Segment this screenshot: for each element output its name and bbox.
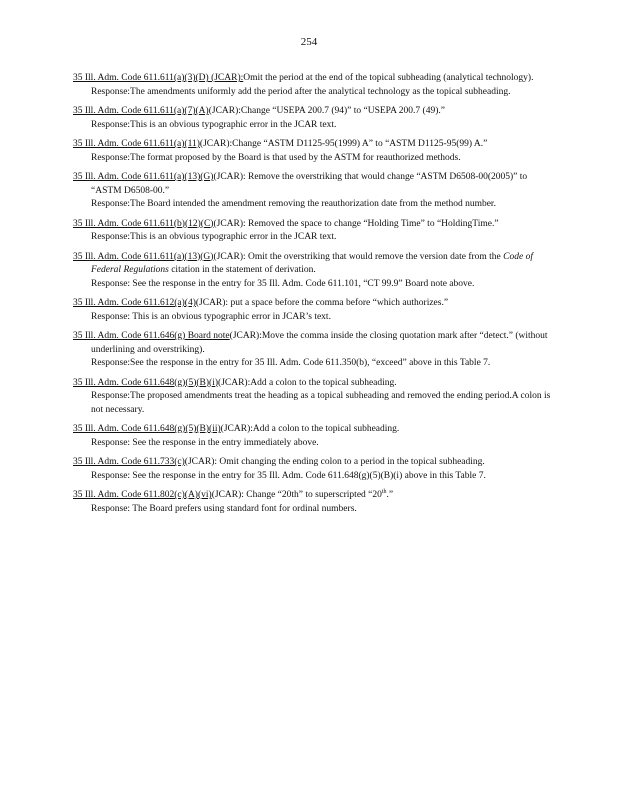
entry-heading (73, 377, 553, 391)
entry-heading (73, 423, 553, 437)
entry-comment: (JCAR): Removed the space to change “Holding Time” to “HoldingTime.” (213, 218, 499, 229)
entry-comment: (JCAR):Change “ASTM D1125-95(1999) A” to “ASTM D1125-95(99) A.” (199, 139, 488, 149)
entry-heading (73, 297, 553, 311)
entry-heading (73, 105, 553, 119)
superscript-suffix: th (381, 488, 387, 495)
entry-response: Response: See the response in the entry immediately above. (91, 437, 319, 448)
table-entry (73, 171, 553, 212)
table-entry (73, 72, 553, 99)
entry-heading (73, 251, 553, 278)
entry-response: Response:This is an obvious typographic error in the JCAR text. (91, 119, 337, 130)
entry-citation: 35 Ill. Adm. Code 611.802(c)(A)(vi) (73, 490, 212, 500)
table-entry (73, 251, 553, 292)
entry-citation: 35 Ill. Adm. Code 611.648(g)(5)(B)(i) (73, 377, 219, 388)
cfr-title: Code of Federal Regulations (91, 251, 533, 275)
entry-heading (73, 72, 553, 86)
entry-response: Response:The amendments uniformly add the period after the analytical technology as the topical subheading. (91, 86, 511, 97)
entry-citation: 35 Ill. Adm. Code 611.611(a)(7)(A) (73, 106, 209, 116)
table-entry (73, 105, 553, 132)
entry-citation: 35 Ill. Adm. Code 611.733(c) (73, 457, 185, 467)
entry-response: Response: The Board prefers using standard font for ordinal numbers. (91, 503, 357, 514)
table-entry (73, 138, 553, 165)
entry-comment: (JCAR): put a space before the comma before “which authorizes.” (195, 298, 449, 308)
entry-response: Response:This is an obvious typographic error in the JCAR text. (91, 232, 337, 242)
entry-heading (73, 218, 553, 232)
page-number: 254 (300, 36, 318, 48)
entry-comment-end: citation in the statement of derivation. (168, 265, 316, 275)
entry-comment-end: .” (386, 490, 394, 500)
entry-heading (73, 456, 553, 470)
entry-citation: 35 Ill. Adm. Code 611.611(b)(12)(C) (73, 218, 214, 229)
table-entry (73, 377, 553, 418)
entry-response: Response:The format proposed by the Board is that used by the ASTM for reauthorized methods. (91, 152, 461, 163)
entry-heading (73, 171, 553, 198)
entry-comment: (JCAR):Change “USEPA 200.7 (94)” to “USEPA 200.7 (49).” (208, 106, 445, 116)
entry-citation: 35 Ill. Adm. Code 611.612(a)(4) (73, 298, 196, 308)
entry-comment: (JCAR): Omit changing the ending colon to a period in the topical subheading. (184, 457, 485, 467)
entry-comment: (JCAR): Omit the overstriking that would remove the version date from the (213, 251, 504, 262)
entry-response: Response:See the response in the entry for 35 Ill. Adm. Code 611.350(b), “exceed” above in this Table 7. (91, 358, 491, 368)
table-entry (73, 489, 553, 516)
entry-citation: 35 Ill. Adm. Code 611.648(g)(5)(B)(ii) (73, 424, 221, 434)
entry-citation: 35 Ill. Adm. Code 611.611(a)(13)(G) (73, 251, 214, 262)
entry-comment: (JCAR): Change “20th” to superscripted “20 (211, 490, 382, 500)
entry-heading (73, 489, 553, 503)
table-entry (73, 218, 553, 245)
entry-heading (73, 138, 553, 152)
entry-citation: 35 Ill. Adm. Code 611.646(g) Board note (73, 331, 230, 341)
entry-comment: Omit the period at the end of the topical subheading (analytical technology). (243, 73, 534, 83)
entry-citation: 35 Ill. Adm. Code 611.611(a)(13)(G) (73, 172, 214, 182)
entry-response: Response: This is an obvious typographic error in JCAR’s text. (91, 311, 331, 322)
entry-response: Response: See the response in the entry for 35 Ill. Adm. Code 611.101, “CT 99.9” Board note above. (91, 278, 475, 289)
table-entry (73, 297, 553, 324)
entry-comment: (JCAR):Add a colon to the topical subheading. (218, 377, 397, 388)
comment-table (73, 72, 553, 522)
entry-comment: (JCAR): Remove the overstriking that would change “ASTM D6508-00(2005)” to “ASTM D6508-00.” (91, 172, 528, 196)
entry-response: Response:The proposed amendments treat the heading as a topical subheading and removed the ending period.A colon is not necessary. (91, 391, 551, 415)
entry-citation: 35 Ill. Adm. Code 611.611(a)(3)(D) (JCAR): (73, 73, 244, 83)
entry-comment: (JCAR):Add a colon to the topical subheading. (220, 424, 400, 434)
entry-comment: (JCAR):Move the comma inside the closing quotation mark after “detect.” (without underlining and overstriking). (91, 331, 548, 355)
entry-citation: 35 Ill. Adm. Code 611.611(a)(11) (73, 139, 200, 149)
table-entry (73, 456, 553, 483)
entry-response: Response:The Board intended the amendment removing the reauthorization date from the method number. (91, 199, 496, 209)
entry-response: Response: See the response in the entry for 35 Ill. Adm. Code 611.648(g)(5)(B)(i) above in this Table 7. (91, 470, 486, 481)
table-entry (73, 330, 553, 371)
table-entry (73, 423, 553, 450)
entry-heading (73, 330, 553, 357)
